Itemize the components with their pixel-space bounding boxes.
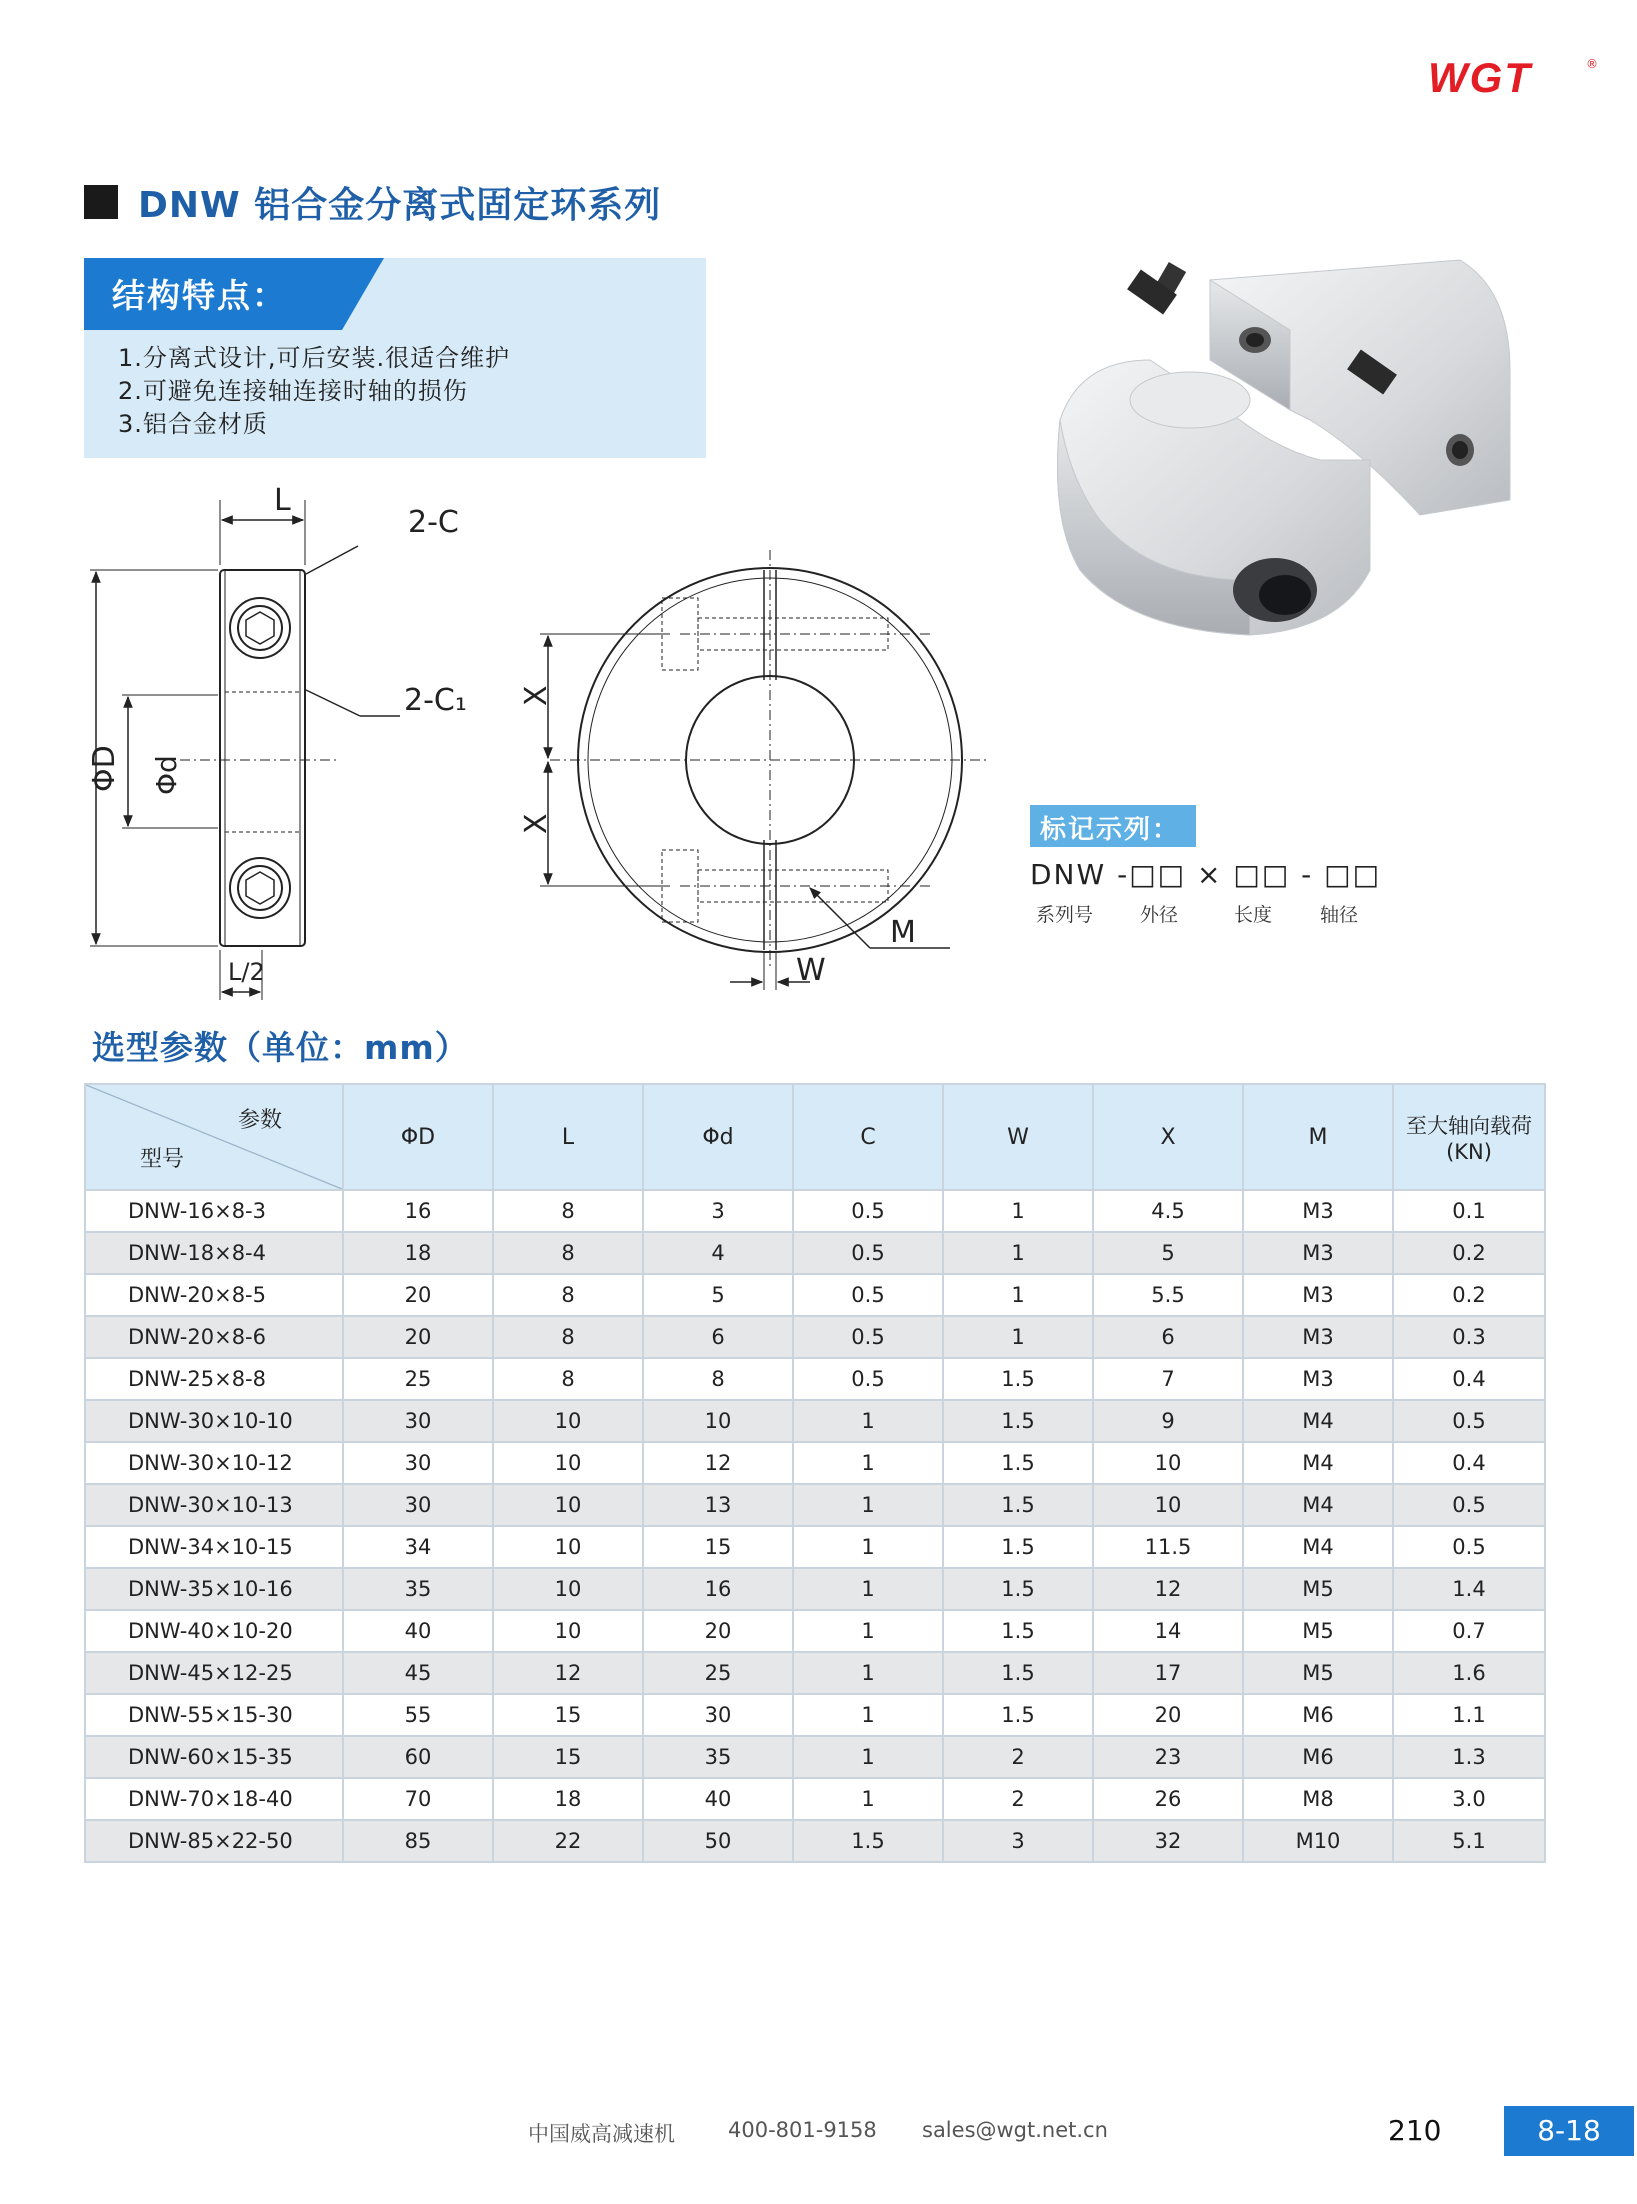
label-X-top: X [519,685,554,706]
value-cell: 1 [943,1232,1093,1274]
marking-sub-series: 系列号 [1036,904,1094,926]
value-cell: 0.2 [1393,1232,1545,1274]
header-col: Φd [643,1084,793,1190]
table-row [85,1736,1545,1778]
value-cell: 20 [1093,1694,1243,1736]
header-col: W [943,1084,1093,1190]
marking-sub-length: 长度 [1234,904,1273,926]
value-cell: 1.5 [943,1442,1093,1484]
value-cell: 70 [343,1778,493,1820]
value-cell: 1 [943,1274,1093,1316]
model-cell: DNW-20×8-6 [85,1316,343,1358]
value-cell: 55 [343,1694,493,1736]
value-cell: 25 [343,1358,493,1400]
model-cell: DNW-30×10-12 [85,1442,343,1484]
value-cell: 12 [643,1442,793,1484]
footer-phone: 400-801-9158 [728,2118,877,2142]
registered-mark: ® [1586,57,1598,71]
value-cell: M3 [1243,1316,1393,1358]
value-cell: M3 [1243,1358,1393,1400]
feature-item: 1.分离式设计,可后安装.很适合维护 [118,344,511,372]
marking-sub-od: 外径 [1140,904,1179,926]
label-2C1: 2-C₁ [404,683,467,718]
value-cell: 35 [643,1736,793,1778]
value-cell: 8 [493,1232,643,1274]
section-title: 选型参数（单位：mm） [92,1028,469,1067]
value-cell: 8 [643,1358,793,1400]
value-cell: 0.3 [1393,1316,1545,1358]
header-col: X [1093,1084,1243,1190]
value-cell: 16 [343,1190,493,1232]
value-cell: 16 [643,1568,793,1610]
table-row [85,1232,1545,1274]
value-cell: 8 [493,1274,643,1316]
header-diagonal-cell [85,1084,343,1190]
footer-company: 中国威高减速机 [528,2122,675,2146]
marking-heading: 标记示列： [1040,815,1181,845]
marking-sub-bore: 轴径 [1320,904,1359,926]
value-cell: M10 [1243,1820,1393,1862]
value-cell: 6 [1093,1316,1243,1358]
value-cell: 0.5 [793,1190,943,1232]
value-cell: M4 [1243,1526,1393,1568]
value-cell: M3 [1243,1274,1393,1316]
value-cell: 0.5 [793,1358,943,1400]
label-W: W [796,953,826,988]
value-cell: 5.1 [1393,1820,1545,1862]
label-phiD: ΦD [87,745,122,792]
value-cell: 1 [793,1442,943,1484]
value-cell: 15 [493,1736,643,1778]
value-cell: 1 [793,1568,943,1610]
table-row [85,1694,1545,1736]
table-row [85,1526,1545,1568]
value-cell: 8 [493,1190,643,1232]
value-cell: 7 [1093,1358,1243,1400]
value-cell: M4 [1243,1442,1393,1484]
value-cell: 10 [493,1442,643,1484]
header-col: L [493,1084,643,1190]
value-cell: 10 [1093,1442,1243,1484]
table-row [85,1778,1545,1820]
value-cell: 1 [793,1778,943,1820]
table-row [85,1358,1545,1400]
value-cell: 45 [343,1652,493,1694]
value-cell: 1 [943,1316,1093,1358]
value-cell: 40 [343,1610,493,1652]
marking-heading-tag [1030,805,1196,847]
value-cell: 1.5 [943,1694,1093,1736]
value-cell: 0.4 [1393,1442,1545,1484]
value-cell: M3 [1243,1190,1393,1232]
value-cell: 1 [793,1400,943,1442]
value-cell: 13 [643,1484,793,1526]
value-cell: 1.1 [1393,1694,1545,1736]
feature-item: 2.可避免连接轴连接时轴的损伤 [118,377,468,405]
value-cell: 85 [343,1820,493,1862]
value-cell: 12 [1093,1568,1243,1610]
feature-item: 3.铝合金材质 [118,410,268,438]
table-row [85,1568,1545,1610]
value-cell: 1.3 [1393,1736,1545,1778]
table-row [85,1610,1545,1652]
value-cell: 9 [1093,1400,1243,1442]
value-cell: 15 [493,1694,643,1736]
value-cell: 22 [493,1820,643,1862]
label-phid: Φd [150,755,183,795]
wgt-logo [1428,52,1598,102]
value-cell: 10 [493,1484,643,1526]
value-cell: 5 [643,1274,793,1316]
table-row [85,1484,1545,1526]
value-cell: 30 [343,1484,493,1526]
value-cell: 3.0 [1393,1778,1545,1820]
value-cell: 14 [1093,1610,1243,1652]
value-cell: 1.5 [943,1568,1093,1610]
value-cell: 30 [343,1442,493,1484]
table-row [85,1274,1545,1316]
label-M: M [890,915,916,950]
value-cell: M6 [1243,1694,1393,1736]
value-cell: 40 [643,1778,793,1820]
value-cell: 32 [1093,1820,1243,1862]
value-cell: 1 [793,1526,943,1568]
value-cell: 25 [643,1652,793,1694]
header-col: C [793,1084,943,1190]
value-cell: 0.5 [793,1274,943,1316]
value-cell: 2 [943,1778,1093,1820]
model-cell: DNW-85×22-50 [85,1820,343,1862]
value-cell: 12 [493,1652,643,1694]
table-row [85,1820,1545,1862]
value-cell: M6 [1243,1736,1393,1778]
value-cell: 17 [1093,1652,1243,1694]
value-cell: 23 [1093,1736,1243,1778]
value-cell: 10 [1093,1484,1243,1526]
value-cell: 2 [943,1736,1093,1778]
page-number: 210 [1388,2114,1442,2147]
model-cell: DNW-60×15-35 [85,1736,343,1778]
value-cell: 35 [343,1568,493,1610]
value-cell: 5 [1093,1232,1243,1274]
value-cell: M5 [1243,1652,1393,1694]
value-cell: M5 [1243,1610,1393,1652]
value-cell: 1.6 [1393,1652,1545,1694]
label-L: L [274,483,291,518]
value-cell: 30 [643,1694,793,1736]
value-cell: 10 [493,1400,643,1442]
value-cell: M5 [1243,1568,1393,1610]
value-cell: 1.4 [1393,1568,1545,1610]
model-cell: DNW-20×8-5 [85,1274,343,1316]
value-cell: 8 [493,1316,643,1358]
model-cell: DNW-34×10-15 [85,1526,343,1568]
front-view [540,550,990,990]
label-2C: 2-C [408,505,459,540]
value-cell: 4.5 [1093,1190,1243,1232]
side-view [90,500,400,1000]
value-cell: 18 [493,1778,643,1820]
value-cell: 0.1 [1393,1190,1545,1232]
marking-code: DNW -□□ × □□ - □□ [1030,858,1382,891]
logo-text: WGT [1428,54,1532,101]
header-col: M [1243,1084,1393,1190]
model-cell: DNW-30×10-13 [85,1484,343,1526]
value-cell: M3 [1243,1232,1393,1274]
value-cell: 0.5 [793,1316,943,1358]
value-cell: 0.7 [1393,1610,1545,1652]
value-cell: 1.5 [793,1820,943,1862]
title-square-icon [84,185,118,219]
value-cell: 20 [343,1316,493,1358]
table-row [85,1652,1545,1694]
feature-list [118,342,510,441]
value-cell: 0.5 [1393,1400,1545,1442]
table-row [85,1316,1545,1358]
value-cell: 6 [643,1316,793,1358]
value-cell: 1 [793,1610,943,1652]
value-cell: 1.5 [943,1358,1093,1400]
feature-box [84,258,706,458]
value-cell: M4 [1243,1484,1393,1526]
value-cell: 1 [943,1190,1093,1232]
page-title: DNW 铝合金分离式固定环系列 [138,184,662,226]
model-cell: DNW-55×15-30 [85,1694,343,1736]
label-X-bottom: X [519,813,554,834]
value-cell: 0.5 [793,1232,943,1274]
header-param-label: 参数 [237,1108,282,1133]
value-cell: 0.5 [1393,1484,1545,1526]
value-cell: 3 [943,1820,1093,1862]
model-cell: DNW-18×8-4 [85,1232,343,1274]
value-cell: 5.5 [1093,1274,1243,1316]
model-cell: DNW-45×12-25 [85,1652,343,1694]
value-cell: 26 [1093,1778,1243,1820]
model-cell: DNW-25×8-8 [85,1358,343,1400]
value-cell: 0.4 [1393,1358,1545,1400]
table-row [85,1400,1545,1442]
value-cell: 50 [643,1820,793,1862]
value-cell: 10 [643,1400,793,1442]
section-badge [1504,2106,1634,2156]
value-cell: 4 [643,1232,793,1274]
table-header-row [85,1084,1545,1190]
value-cell: 3 [643,1190,793,1232]
value-cell: 10 [493,1526,643,1568]
header-model-label: 型号 [140,1147,185,1172]
value-cell: 1 [793,1484,943,1526]
value-cell: 60 [343,1736,493,1778]
footer-email[interactable]: sales@wgt.net.cn [922,2118,1108,2142]
value-cell: 1.5 [943,1610,1093,1652]
value-cell: 0.5 [1393,1526,1545,1568]
value-cell: 20 [643,1610,793,1652]
value-cell: 1.5 [943,1484,1093,1526]
value-cell: 8 [493,1358,643,1400]
value-cell: 1 [793,1736,943,1778]
value-cell: 20 [343,1274,493,1316]
table-row [85,1190,1545,1232]
value-cell: 10 [493,1568,643,1610]
value-cell: 10 [493,1610,643,1652]
value-cell: 1 [793,1652,943,1694]
model-cell: DNW-16×8-3 [85,1190,343,1232]
page-title-row [84,180,661,224]
value-cell: M8 [1243,1778,1393,1820]
value-cell: M4 [1243,1400,1393,1442]
value-cell: 1.5 [943,1526,1093,1568]
product-photo [1040,250,1520,650]
technical-drawing [70,470,1010,1000]
model-cell: DNW-30×10-10 [85,1400,343,1442]
model-cell: DNW-40×10-20 [85,1610,343,1652]
parameter-table [84,1083,1546,1863]
value-cell: 1.5 [943,1400,1093,1442]
value-cell: 34 [343,1526,493,1568]
table-row [85,1442,1545,1484]
table-body [85,1190,1545,1862]
value-cell: 18 [343,1232,493,1274]
model-cell: DNW-70×18-40 [85,1778,343,1820]
value-cell: 1.5 [943,1652,1093,1694]
value-cell: 1 [793,1694,943,1736]
feature-heading: 结构特点： [112,276,287,315]
value-cell: 11.5 [1093,1526,1243,1568]
section-number: 8-18 [1537,2114,1601,2147]
header-col: ΦD [343,1084,493,1190]
model-cell: DNW-35×10-16 [85,1568,343,1610]
header-col-max-load: 至大轴向载荷 (KN) [1393,1084,1545,1190]
value-cell: 15 [643,1526,793,1568]
value-cell: 30 [343,1400,493,1442]
value-cell: 0.2 [1393,1274,1545,1316]
label-half-L: L/2 [228,958,265,986]
